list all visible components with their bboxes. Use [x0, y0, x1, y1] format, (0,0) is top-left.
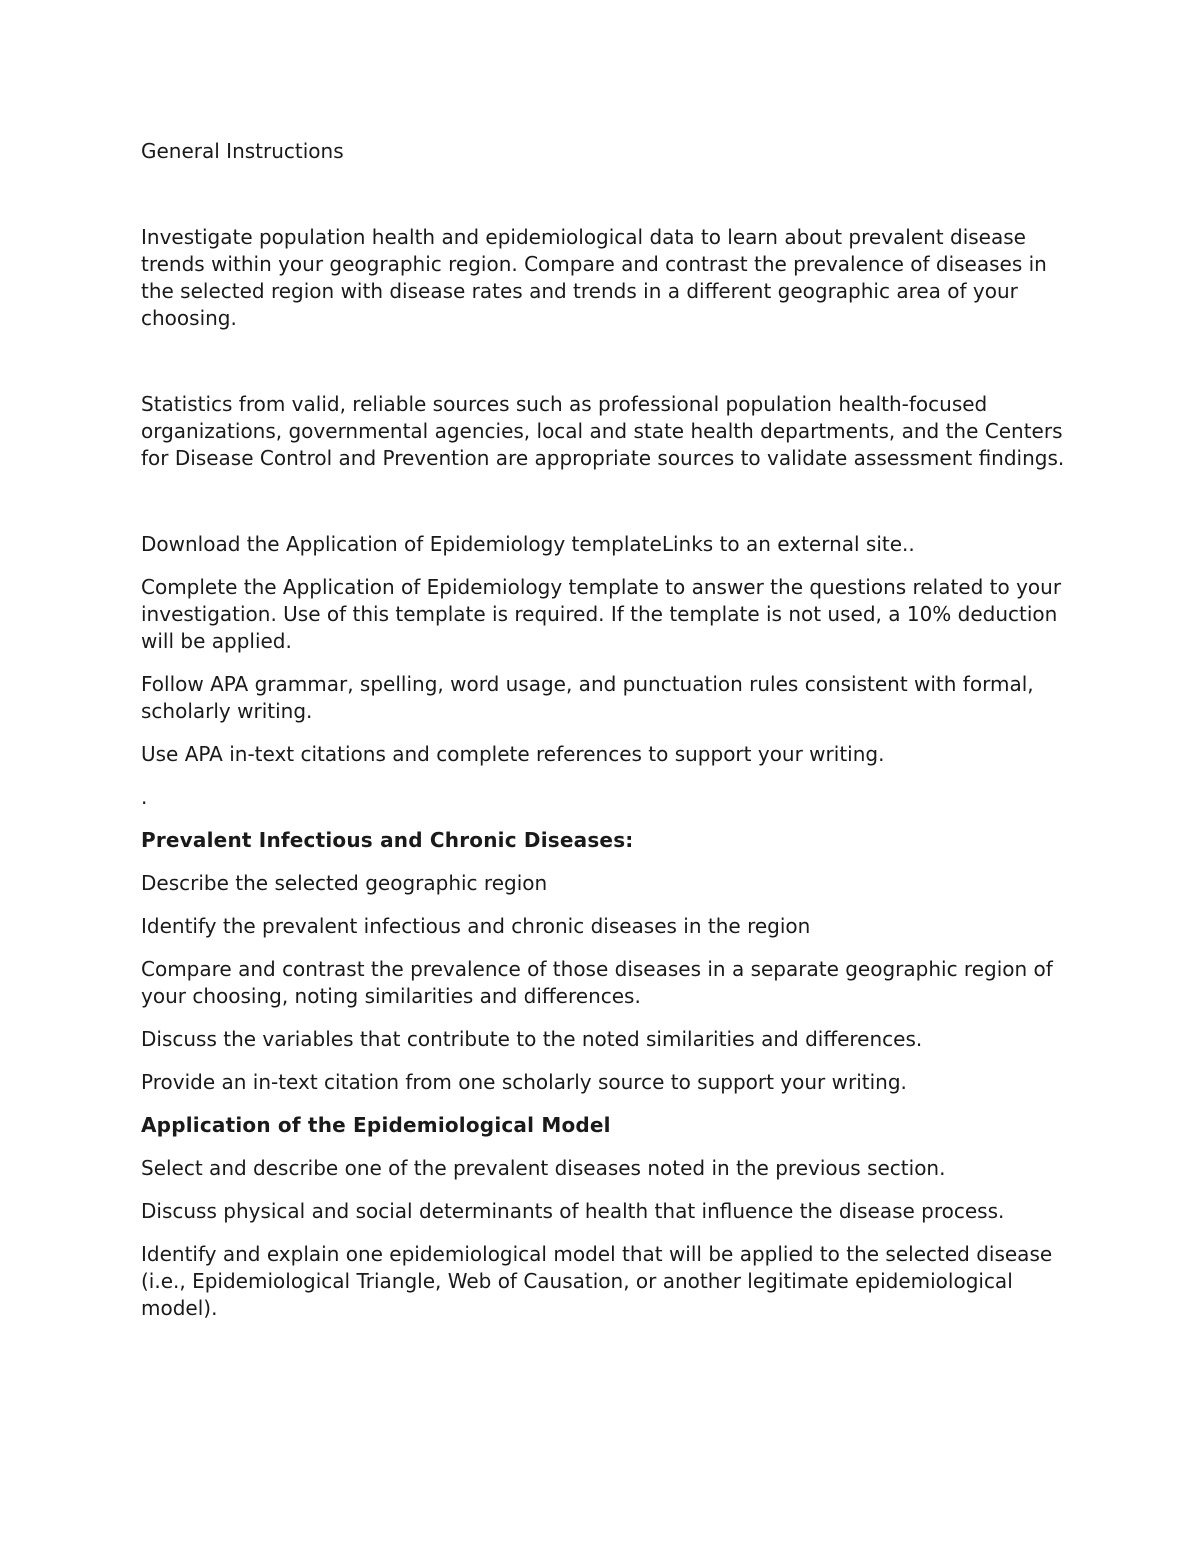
- section-item: Identify and explain one epidemiological model that will be applied to the selected disease (i.e., Epidemiological Triangle, Web of Causation, or another legitimate epidemiological model).: [141, 1242, 1053, 1320]
- section-heading-prevalent-diseases: Prevalent Infectious and Chronic Diseases:: [141, 828, 634, 852]
- section-item: Identify the prevalent infectious and chronic diseases in the region: [141, 914, 811, 938]
- instruction-item: .: [141, 785, 148, 809]
- document-body: [141, 138, 1071, 1338]
- instruction-item: Complete the Application of Epidemiology template to answer the questions related to your investigation. Use of this template is required. If the template is not used, a 10% deduction will be applied.: [141, 575, 1062, 653]
- intro-paragraph: Statistics from valid, reliable sources such as professional population health-focused organizations, governmental agencies, local and state health departments, and the Centers for Disease Control and Prevention are appropriate sources to validate assessment findings.: [141, 392, 1065, 470]
- document-title: General Instructions: [141, 139, 344, 163]
- instruction-item: Follow APA grammar, spelling, word usage, and punctuation rules consistent with formal, scholarly writing.: [141, 672, 1034, 723]
- section-item: Discuss the variables that contribute to the noted similarities and differences.: [141, 1027, 923, 1051]
- section-item: Select and describe one of the prevalent diseases noted in the previous section.: [141, 1156, 946, 1180]
- instruction-item: Download the Application of Epidemiology templateLinks to an external site..: [141, 532, 915, 556]
- section-item: Describe the selected geographic region: [141, 871, 548, 895]
- section-item: Provide an in-text citation from one scholarly source to support your writing.: [141, 1070, 907, 1094]
- section-item: Compare and contrast the prevalence of those diseases in a separate geographic region of your choosing, noting similarities and differences.: [141, 957, 1053, 1008]
- instruction-item: Use APA in-text citations and complete references to support your writing.: [141, 742, 885, 766]
- section-heading-epidemiological-model: Application of the Epidemiological Model: [141, 1113, 611, 1137]
- intro-paragraph: Investigate population health and epidemiological data to learn about prevalent disease trends within your geographic region. Compare and contrast the prevalence of diseases in the selected region with disease rates and trends in a different geographic area of your choosing.: [141, 225, 1047, 330]
- section-item: Discuss physical and social determinants of health that influence the disease process.: [141, 1199, 1005, 1223]
